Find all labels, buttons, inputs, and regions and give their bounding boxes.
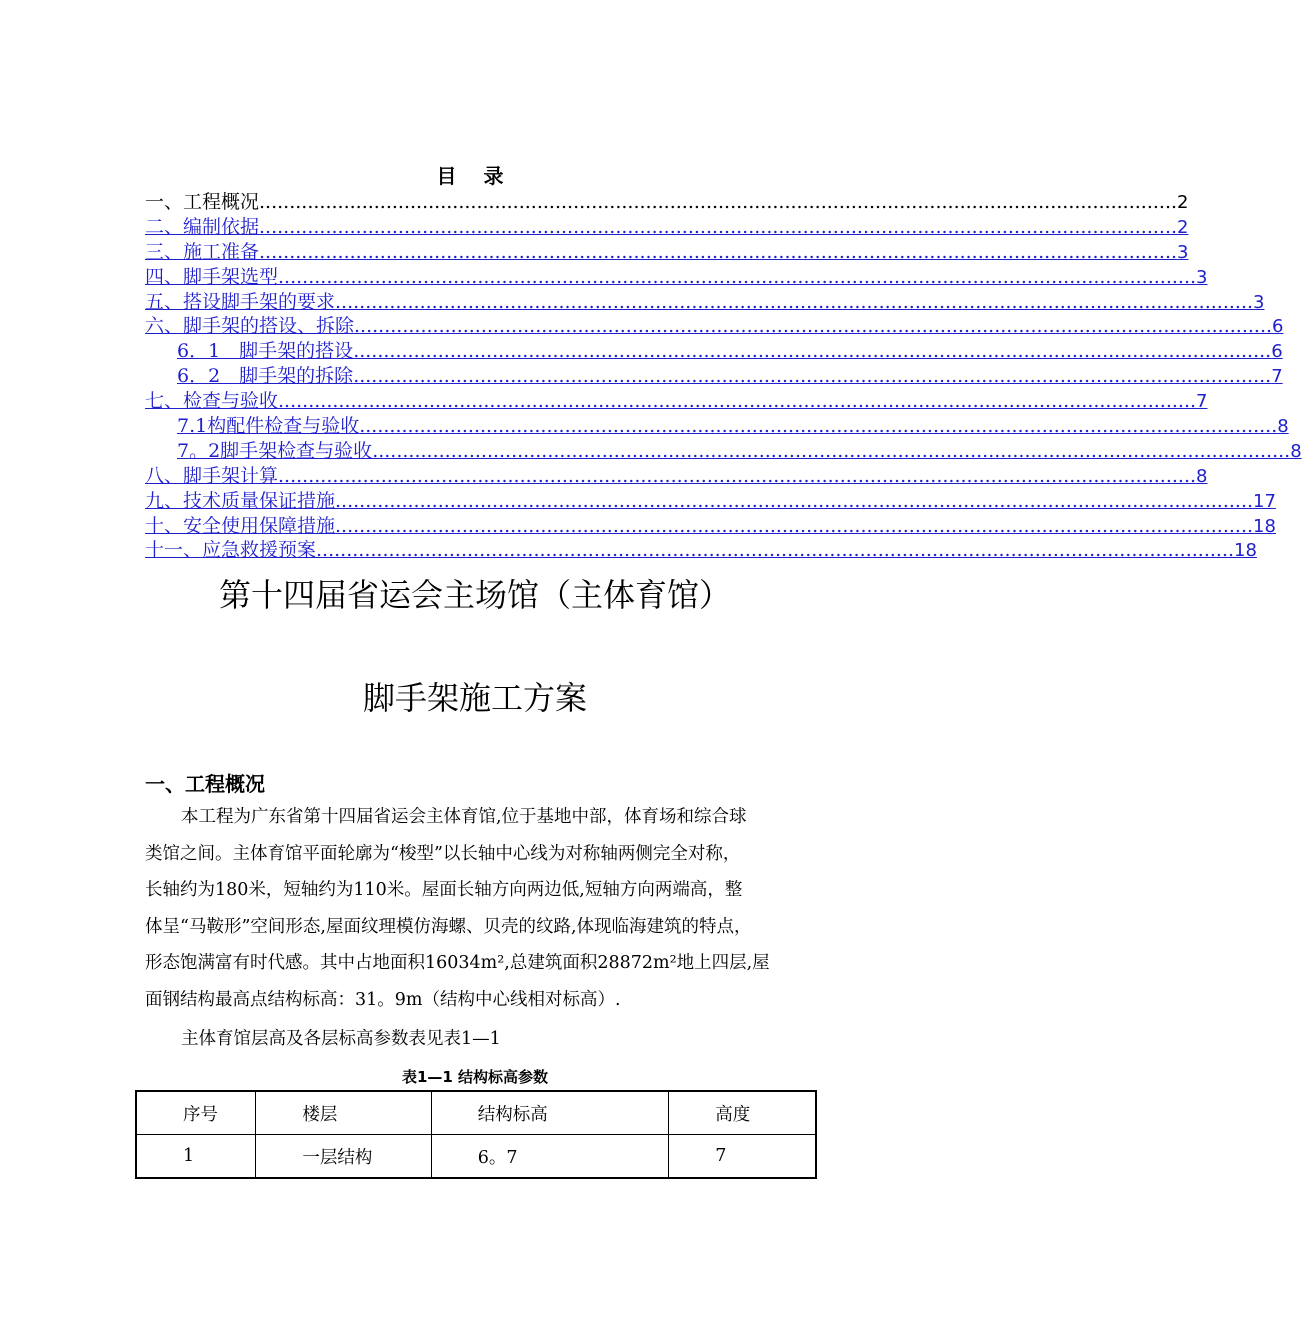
toc-leader: ........................................................................................................................................................ — [335, 514, 1254, 537]
toc-entry-label: 6．1 脚手架的搭设 — [177, 340, 354, 363]
paragraph-line: 体呈“马鞍形”空间形态,屋面纹理模仿海螺、贝壳的纹路,体现临海建筑的特点， — [145, 916, 752, 937]
toc-leader: ........................................................................................................................................................ — [354, 315, 1273, 338]
toc-leader: ........................................................................................................................................................ — [335, 489, 1254, 512]
toc-entry-3[interactable] — [145, 240, 1189, 265]
elevation-table — [135, 1090, 817, 1179]
paragraph-line: 本工程为广东省第十四届省运会主体育馆,位于基地中部，体育场和综合球 — [181, 807, 747, 827]
toc-entry-label: 一、工程概况 — [145, 191, 260, 213]
toc-entry-page: 8 — [1277, 416, 1289, 438]
toc-entry-page: 7 — [1271, 366, 1283, 388]
toc-entry-label: 7。2脚手架检查与验收 — [177, 439, 373, 462]
toc-entry-label: 十一、应急救援预案 — [145, 539, 317, 562]
section-heading: 一、工程概况 — [145, 772, 265, 796]
toc-entry-10[interactable] — [145, 514, 1276, 539]
toc-title: 目 录 — [436, 164, 514, 188]
toc-entry-6[interactable] — [145, 314, 1284, 339]
toc-entry-label: 六、脚手架的搭设、拆除 — [145, 315, 355, 338]
paragraph-line: 类馆之间。主体育馆平面轮廓为“梭型”以长轴中心线为对称轴两侧完全对称， — [145, 843, 741, 864]
table-cell: 一层结构 — [256, 1135, 431, 1179]
toc-entry-6-2[interactable] — [145, 364, 1283, 389]
toc-entry-page: 8 — [1290, 440, 1302, 462]
toc-entry-label: 二、编制依据 — [145, 215, 260, 238]
table-of-contents — [145, 190, 1302, 563]
toc-entry-label: 八、脚手架计算 — [145, 464, 279, 487]
toc-entry-7-1[interactable] — [145, 414, 1289, 439]
toc-entry-label: 九、技术质量保证措施 — [145, 489, 336, 512]
toc-entry-page: 17 — [1253, 490, 1276, 512]
table-caption: 表1—1 结构标高参数 — [401, 1068, 549, 1086]
table-cell: 1 — [136, 1135, 256, 1179]
toc-entry-label: 五、搭设脚手架的要求 — [145, 290, 336, 313]
toc-entry-page: 6 — [1271, 341, 1283, 363]
toc-entry-6-1[interactable] — [145, 339, 1283, 364]
toc-leader: ........................................................................................................................................................ — [316, 539, 1235, 562]
table-row — [136, 1135, 816, 1179]
toc-entry-4[interactable] — [145, 265, 1208, 290]
toc-entry-page: 3 — [1177, 241, 1189, 263]
main-title: 第十四届省运会主场馆（主体育馆） — [218, 576, 731, 614]
toc-entry-label: 三、施工准备 — [145, 240, 260, 263]
toc-entry-page: 3 — [1253, 291, 1265, 313]
toc-leader: ........................................................................................................................................................ — [259, 215, 1178, 238]
toc-entry-1[interactable] — [145, 190, 1189, 215]
table-cell: 6。7 — [431, 1135, 669, 1179]
table-header-row — [136, 1091, 816, 1135]
toc-entry-label: 七、检查与验收 — [145, 390, 279, 413]
paragraph-line: 形态饱满富有时代感。其中占地面积16034m²,总建筑面积28872m²地上四层,屋 — [145, 953, 770, 974]
toc-entry-label: 6．2 脚手架的拆除 — [177, 365, 354, 388]
toc-leader: ........................................................................................................................................................ — [353, 365, 1272, 388]
toc-leader: ........................................................................................................................................................ — [335, 290, 1254, 313]
toc-entry-page: 6 — [1272, 316, 1284, 338]
table-reference: 主体育馆层高及各层标高参数表见表1—1 — [181, 1029, 501, 1049]
toc-leader: ........................................................................................................................................................ — [372, 439, 1291, 462]
toc-entry-7[interactable] — [145, 389, 1208, 414]
toc-entry-5[interactable] — [145, 290, 1265, 315]
toc-entry-label: 7.1构配件检查与验收 — [177, 415, 360, 438]
paragraph-line: 面钢结构最高点结构标高：31。9m（结构中心线相对标高）. — [145, 989, 621, 1010]
toc-entry-page: 2 — [1177, 192, 1189, 213]
toc-leader: ........................................................................................................................................................ — [278, 265, 1197, 288]
toc-leader: ........................................................................................................................................................ — [259, 191, 1178, 213]
toc-entry-11[interactable] — [145, 538, 1257, 563]
toc-entry-page: 18 — [1253, 515, 1276, 537]
toc-entry-page: 18 — [1234, 540, 1257, 562]
sub-title: 脚手架施工方案 — [362, 679, 587, 717]
paragraph-line: 长轴约为180米，短轴约为110米。屋面长轴方向两边低,短轴方向两端高，整 — [145, 880, 743, 901]
toc-leader: ........................................................................................................................................................ — [359, 415, 1278, 438]
table-header-cell: 序号 — [136, 1091, 256, 1135]
toc-entry-8[interactable] — [145, 464, 1208, 489]
toc-leader: ........................................................................................................................................................ — [278, 464, 1197, 487]
toc-entry-page: 8 — [1196, 465, 1208, 487]
table-cell: 7 — [669, 1135, 816, 1179]
toc-entry-page: 2 — [1177, 216, 1189, 238]
overview-paragraph — [145, 799, 807, 1019]
table-header-cell: 结构标高 — [431, 1091, 669, 1135]
table-header-cell: 楼层 — [256, 1091, 431, 1135]
toc-entry-label: 四、脚手架选型 — [145, 265, 279, 288]
toc-entry-7-2[interactable] — [145, 439, 1302, 464]
toc-entry-page: 7 — [1196, 391, 1208, 413]
toc-entry-page: 3 — [1196, 266, 1208, 288]
toc-leader: ........................................................................................................................................................ — [353, 340, 1272, 363]
toc-leader: ........................................................................................................................................................ — [259, 240, 1178, 263]
toc-entry-2[interactable] — [145, 215, 1189, 240]
toc-entry-label: 十、安全使用保障措施 — [145, 514, 336, 537]
toc-entry-9[interactable] — [145, 489, 1276, 514]
table-header-cell: 高度 — [669, 1091, 816, 1135]
toc-leader: ........................................................................................................................................................ — [278, 390, 1197, 413]
